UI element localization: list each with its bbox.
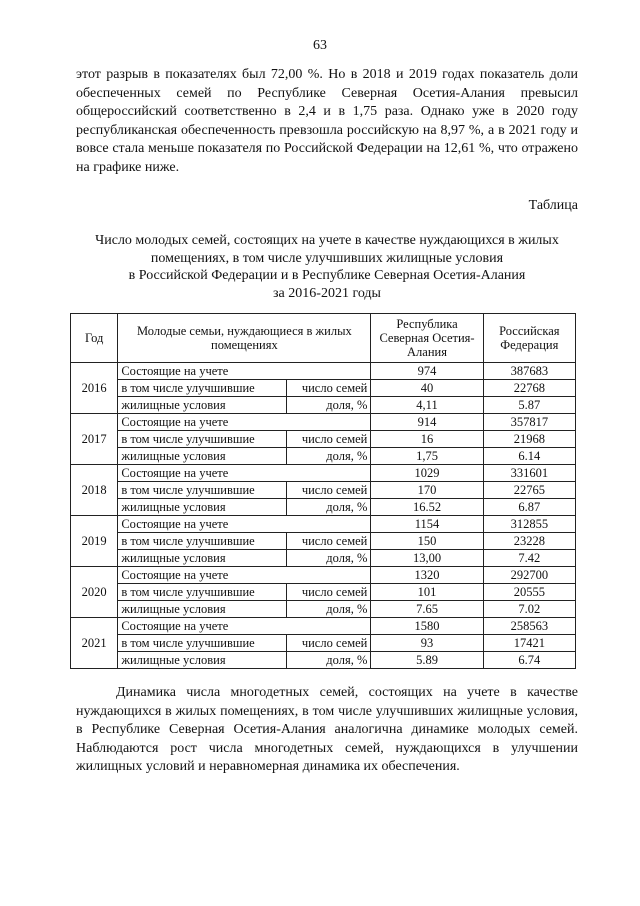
region-families: 150: [371, 533, 483, 550]
families-label: число семей: [287, 533, 371, 550]
improved-label-line1: в том числе улучшившие: [118, 380, 287, 397]
region-registered: 1580: [371, 618, 483, 635]
region-share: 13,00: [371, 550, 483, 567]
improved-label-line2: жилищные условия: [118, 601, 287, 618]
families-label: число семей: [287, 584, 371, 601]
year-cell: 2018: [71, 465, 118, 516]
improved-label-line2: жилищные условия: [118, 397, 287, 414]
federation-registered: 331601: [483, 465, 575, 482]
region-registered: 1154: [371, 516, 483, 533]
registered-label: Состоящие на учете: [118, 618, 371, 635]
share-label: доля, %: [287, 448, 371, 465]
region-registered: 1320: [371, 567, 483, 584]
families-label: число семей: [287, 635, 371, 652]
table-row: [71, 363, 576, 380]
table-label: Таблица: [528, 198, 578, 213]
region-share: 5.89: [371, 652, 483, 669]
region-families: 40: [371, 380, 483, 397]
table-title-line: за 2016-2021 годы: [273, 285, 381, 301]
region-families: 16: [371, 431, 483, 448]
families-label: число семей: [287, 431, 371, 448]
improved-label-line2: жилищные условия: [118, 652, 287, 669]
region-registered: 914: [371, 414, 483, 431]
table-row: [71, 567, 576, 584]
improved-label-line1: в том числе улучшившие: [118, 635, 287, 652]
header-category: Молодые семьи, нуждающиеся в жилых помещениях: [118, 314, 371, 363]
table-row: [71, 414, 576, 431]
region-share: 16.52: [371, 499, 483, 516]
table-row: [71, 448, 576, 465]
federation-share: 6.87: [483, 499, 575, 516]
region-registered: 1029: [371, 465, 483, 482]
share-label: доля, %: [287, 397, 371, 414]
year-cell: 2017: [71, 414, 118, 465]
federation-registered: 258563: [483, 618, 575, 635]
registered-label: Состоящие на учете: [118, 363, 371, 380]
improved-label-line1: в том числе улучшившие: [118, 431, 287, 448]
table-title-line: помещениях, в том числе улучшивших жилищные условия: [150, 250, 504, 266]
federation-families: 23228: [483, 533, 575, 550]
families-label: число семей: [287, 482, 371, 499]
year-cell: 2019: [71, 516, 118, 567]
improved-label-line2: жилищные условия: [118, 550, 287, 567]
registered-label: Состоящие на учете: [118, 414, 371, 431]
region-families: 170: [371, 482, 483, 499]
families-label: число семей: [287, 380, 371, 397]
table-row: [71, 584, 576, 601]
registered-label: Состоящие на учете: [118, 567, 371, 584]
federation-families: 20555: [483, 584, 575, 601]
header-federation: Российская Федерация: [483, 314, 575, 363]
year-cell: 2016: [71, 363, 118, 414]
year-cell: 2020: [71, 567, 118, 618]
federation-registered: 312855: [483, 516, 575, 533]
improved-label-line2: жилищные условия: [118, 499, 287, 516]
federation-families: 21968: [483, 431, 575, 448]
table-row: [71, 533, 576, 550]
table-row: [71, 397, 576, 414]
region-families: 93: [371, 635, 483, 652]
families-table: [70, 313, 576, 669]
table-title-line: в Российской Федерации и в Республике Северная Осетия-Алания: [128, 268, 526, 283]
federation-share: 6.74: [483, 652, 575, 669]
table-row: [71, 516, 576, 533]
table-title-line: Число молодых семей, состоящих на учете в качестве нуждающихся в жилых: [95, 233, 559, 248]
table-row: [71, 635, 576, 652]
table-row: [71, 380, 576, 397]
table-body: [71, 363, 576, 669]
table-row: [71, 482, 576, 499]
table-title: [66, 232, 588, 302]
federation-families: 22765: [483, 482, 575, 499]
table-row: [71, 465, 576, 482]
improved-label-line2: жилищные условия: [118, 448, 287, 465]
table-row: [71, 652, 576, 669]
region-families: 101: [371, 584, 483, 601]
page-number: 63: [313, 38, 327, 53]
registered-label: Состоящие на учете: [118, 465, 371, 482]
federation-registered: 357817: [483, 414, 575, 431]
registered-label: Состоящие на учете: [118, 516, 371, 533]
closing-paragraph: Динамика числа многодетных семей, состоящих на учете в качестве нуждающихся в жилых помещениях, в том числе улучшивших жилищные условия, в Республике Северная Осетия-Алания аналогична динамике молодых семей. Наблюдаются рост числа многодетных семей, нуждающихся в улучшении жилищных условий и неравномерная динамика их обеспечения.: [76, 685, 578, 775]
federation-registered: 387683: [483, 363, 575, 380]
region-registered: 974: [371, 363, 483, 380]
share-label: доля, %: [287, 652, 371, 669]
region-share: 1,75: [371, 448, 483, 465]
table-row: [71, 618, 576, 635]
table-header-row: [71, 314, 576, 363]
table-row: [71, 431, 576, 448]
federation-share: 7.02: [483, 601, 575, 618]
share-label: доля, %: [287, 550, 371, 567]
region-share: 4,11: [371, 397, 483, 414]
header-region: Республика Северная Осетия-Алания: [371, 314, 483, 363]
intro-paragraph: этот разрыв в показателях был 72,00 %. Но в 2018 и 2019 годах показатель доли обеспеченных семей по Республике Северная Осетия-Алания превысил общероссийский соответственно в 2,4 и в 1,75 раза. Однако уже в 2020 году республиканская обеспеченность превзошла российскую на 8,97 %, а в 2021 году и вовсе стала меньше показателя по Российской Федерации на 12,61 %, что отражено на графике ниже.: [76, 67, 578, 175]
improved-label-line1: в том числе улучшившие: [118, 482, 287, 499]
federation-share: 5.87: [483, 397, 575, 414]
improved-label-line1: в том числе улучшившие: [118, 584, 287, 601]
improved-label-line1: в том числе улучшившие: [118, 533, 287, 550]
federation-registered: 292700: [483, 567, 575, 584]
region-share: 7.65: [371, 601, 483, 618]
share-label: доля, %: [287, 601, 371, 618]
year-cell: 2021: [71, 618, 118, 669]
table-row: [71, 550, 576, 567]
header-year: Год: [71, 314, 118, 363]
federation-families: 17421: [483, 635, 575, 652]
federation-share: 6.14: [483, 448, 575, 465]
federation-families: 22768: [483, 380, 575, 397]
federation-share: 7.42: [483, 550, 575, 567]
share-label: доля, %: [287, 499, 371, 516]
table-row: [71, 601, 576, 618]
table-row: [71, 499, 576, 516]
